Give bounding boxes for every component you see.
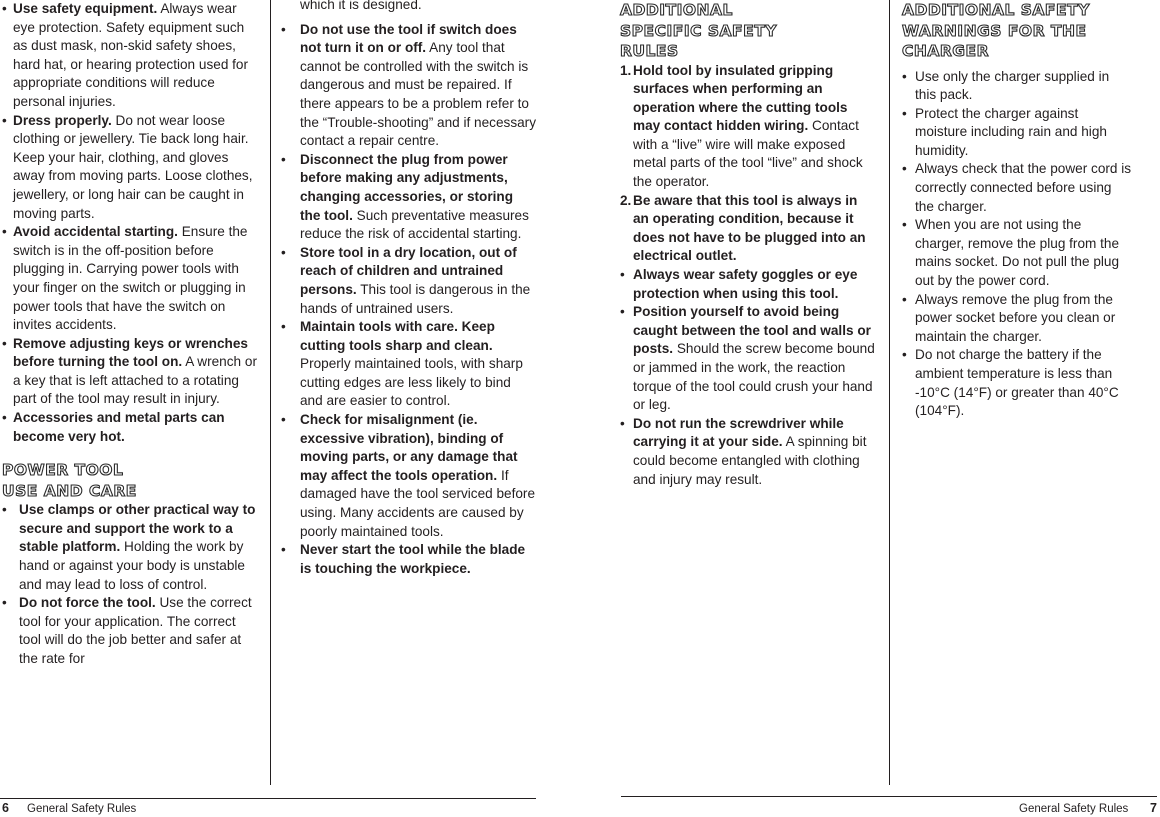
item-title: Dress properly. <box>13 112 112 128</box>
item-title: Do not run the screwdriver while carrying it at your side. <box>633 415 844 450</box>
list-item <box>902 160 1134 216</box>
specific-rules-list <box>620 266 875 489</box>
item-text: Use only the charger supplied in this pack. <box>915 68 1110 103</box>
list-item <box>2 223 258 335</box>
tool-care-list <box>281 21 537 579</box>
bullet-icon: • <box>902 291 907 307</box>
power-tool-heading: POWER TOOL USE AND CARE <box>2 461 137 500</box>
bullet-icon: • <box>281 151 286 167</box>
list-item <box>620 415 875 489</box>
column-1 <box>2 0 258 669</box>
list-item <box>902 68 1134 105</box>
bullet-icon: • <box>281 319 286 335</box>
item-title: Use clamps or other practical way to secure and support the work to a stable platform. <box>19 502 256 555</box>
list-item <box>281 244 537 318</box>
item-title: Accessories and metal parts can become very hot. <box>13 410 225 444</box>
item-text: A spinning bit could become entangled with clothing and injury may result. <box>633 434 867 487</box>
bullet-icon: • <box>620 267 625 283</box>
item-text: Always remove the plug from the power socket before you clean or maintain the charger. <box>915 291 1116 344</box>
list-item <box>281 411 537 541</box>
item-title: Disconnect the plug from power before making any adjustments, changing accessories, or storing the tool. <box>300 151 514 223</box>
column-3 <box>620 0 875 489</box>
bullet-icon: • <box>2 502 7 518</box>
item-text: Always check that the power cord is correctly connected before using the charger. <box>915 161 1132 214</box>
specific-rules-heading: ADDITIONAL SPECIFIC SAFETY RULES <box>620 1 778 60</box>
item-text: Contact with a “live” wire will make exposed metal parts of the tool “live” and shock the operator. <box>633 118 863 190</box>
list-item <box>281 318 537 411</box>
list-item <box>902 105 1134 161</box>
list-item <box>281 541 537 578</box>
item-text: A wrench or a key that is left attached to a rotating part of the tool may result in injury. <box>13 354 257 407</box>
item-text: Should the screw become bound or jammed in the work, the reaction torque of the tool could crush your hand or leg. <box>633 341 875 413</box>
item-title: Do not use the tool if switch does not turn it on or off. <box>300 21 517 56</box>
list-item <box>902 216 1134 290</box>
footer-label-left: General Safety Rules <box>27 803 137 815</box>
bullet-icon: • <box>902 161 907 177</box>
charger-warnings-list <box>902 68 1134 421</box>
list-item <box>2 409 258 446</box>
list-item <box>2 112 258 224</box>
bullet-icon: • <box>902 347 907 363</box>
bullet-icon: • <box>902 68 907 84</box>
column-4 <box>902 0 1134 421</box>
item-title: Maintain tools with care. Keep cutting tools sharp and clean. <box>300 319 495 353</box>
bullet-icon: • <box>281 542 286 558</box>
list-item <box>902 346 1134 420</box>
column-2 <box>281 0 537 578</box>
item-title: Never start the tool while the blade is touching the workpiece. <box>300 542 526 576</box>
item-number: 2. <box>620 192 632 208</box>
item-text: If damaged have the tool serviced before using. Many accidents are caused by poorly maintained tools. <box>300 467 536 539</box>
bullet-icon: • <box>281 244 286 260</box>
numbered-rules-list <box>620 62 875 267</box>
bullet-icon: • <box>902 105 907 121</box>
item-title: Be aware that this tool is always in an operating condition, because it does not have to be plugged into an electrical outlet. <box>633 192 866 264</box>
list-item <box>281 21 537 151</box>
column-divider-right <box>889 0 890 785</box>
page-number-left: 6 <box>2 801 9 815</box>
list-item <box>2 335 258 409</box>
bullet-icon: • <box>2 1 7 16</box>
item-text: Always wear eye protection. Safety equipment such as dust mask, non-skid safety shoes, hard hat, or hearing protection used for appropriate conditions will reduce personal injuries. <box>13 1 249 109</box>
item-text: Do not wear loose clothing or jewellery. Tie back long hair. Keep your hair, clothing, and gloves away from moving parts. Loose clothes, jewellery, or long hair can be caught in moving parts. <box>13 112 253 221</box>
power-tool-care-list <box>2 501 258 668</box>
item-text: This tool is dangerous in the hands of untrained users. <box>300 281 531 316</box>
item-title: Store tool in a dry location, out of reach of children and untrained persons. <box>300 244 517 297</box>
list-item <box>2 0 258 112</box>
bullet-icon: • <box>281 21 286 37</box>
item-number: 1. <box>620 62 632 78</box>
item-title: Remove adjusting keys or wrenches before turning the tool on. <box>13 335 248 370</box>
item-title: Position yourself to avoid being caught between the tool and walls or posts. <box>633 304 871 357</box>
item-text: Any tool that cannot be controlled with the switch is dangerous and must be repaired. If there appears to be a problem refer to the “Trouble-shooting” and if necessary contact a repair centre. <box>300 40 536 149</box>
bullet-icon: • <box>620 304 625 320</box>
bullet-icon: • <box>2 595 7 611</box>
item-text: Use the correct tool for your application. The correct tool will do the job better and safer at the rate for <box>19 595 252 666</box>
list-item <box>2 594 258 668</box>
item-title: Hold tool by insulated gripping surfaces when performing an operation where the cutting tools may contact hidden wiring. <box>633 62 848 134</box>
item-text: Holding the work by hand or against your body is unstable and may lead to loss of control. <box>19 539 245 592</box>
item-title: Check for misalignment (ie. excessive vibration), binding of moving parts, or any damage that may affect the tools operation. <box>300 412 518 483</box>
footer-rule-right <box>621 796 1157 797</box>
page-number-right: 7 <box>1150 801 1157 815</box>
item-text: When you are not using the charger, remove the plug from the mains socket. Do not pull the plug out by the power cord. <box>915 217 1120 289</box>
charger-warnings-heading: ADDITIONAL SAFETY WARNINGS FOR THE CHARGER <box>902 1 1090 60</box>
bullet-icon: • <box>281 412 286 428</box>
list-item <box>902 291 1134 347</box>
list-item <box>2 501 258 594</box>
item-title: Do not force the tool. <box>19 595 156 611</box>
list-item <box>620 303 875 415</box>
bullet-icon: • <box>2 224 7 240</box>
item-title: Always wear safety goggles or eye protection when using this tool. <box>633 267 858 301</box>
item-text: Ensure the switch is in the off-position before plugging in. Carrying power tools with your finger on the switch or plugging in power tools that have the switch on invites accidents. <box>13 224 248 333</box>
bullet-icon: • <box>620 415 625 431</box>
item-text: Properly maintained tools, with sharp cutting edges are less likely to bind and are easier to control. <box>300 356 523 409</box>
bullet-icon: • <box>2 112 7 128</box>
item-text: Do not charge the battery if the ambient temperature is less than -10°C (14°F) or greater than 40°C (104°F). <box>915 347 1119 419</box>
bullet-icon: • <box>2 335 7 351</box>
item-title: Avoid accidental starting. <box>13 224 178 240</box>
list-item <box>620 266 875 303</box>
continued-text: which it is designed. <box>300 0 422 12</box>
column-divider-left <box>270 0 271 785</box>
bullet-icon: • <box>2 410 7 426</box>
list-item <box>620 62 875 192</box>
item-title: Use safety equipment. <box>13 1 158 16</box>
bullet-icon: • <box>902 217 907 233</box>
footer-rule-left <box>0 798 536 799</box>
footer-label-right: General Safety Rules <box>1019 803 1129 815</box>
list-item <box>620 192 875 266</box>
item-text: Such preventative measures reduce the risk of accidental starting. <box>300 207 529 242</box>
item-text: Protect the charger against moisture including rain and high humidity. <box>915 105 1107 158</box>
list-item <box>281 151 537 244</box>
general-safety-list <box>2 0 258 446</box>
